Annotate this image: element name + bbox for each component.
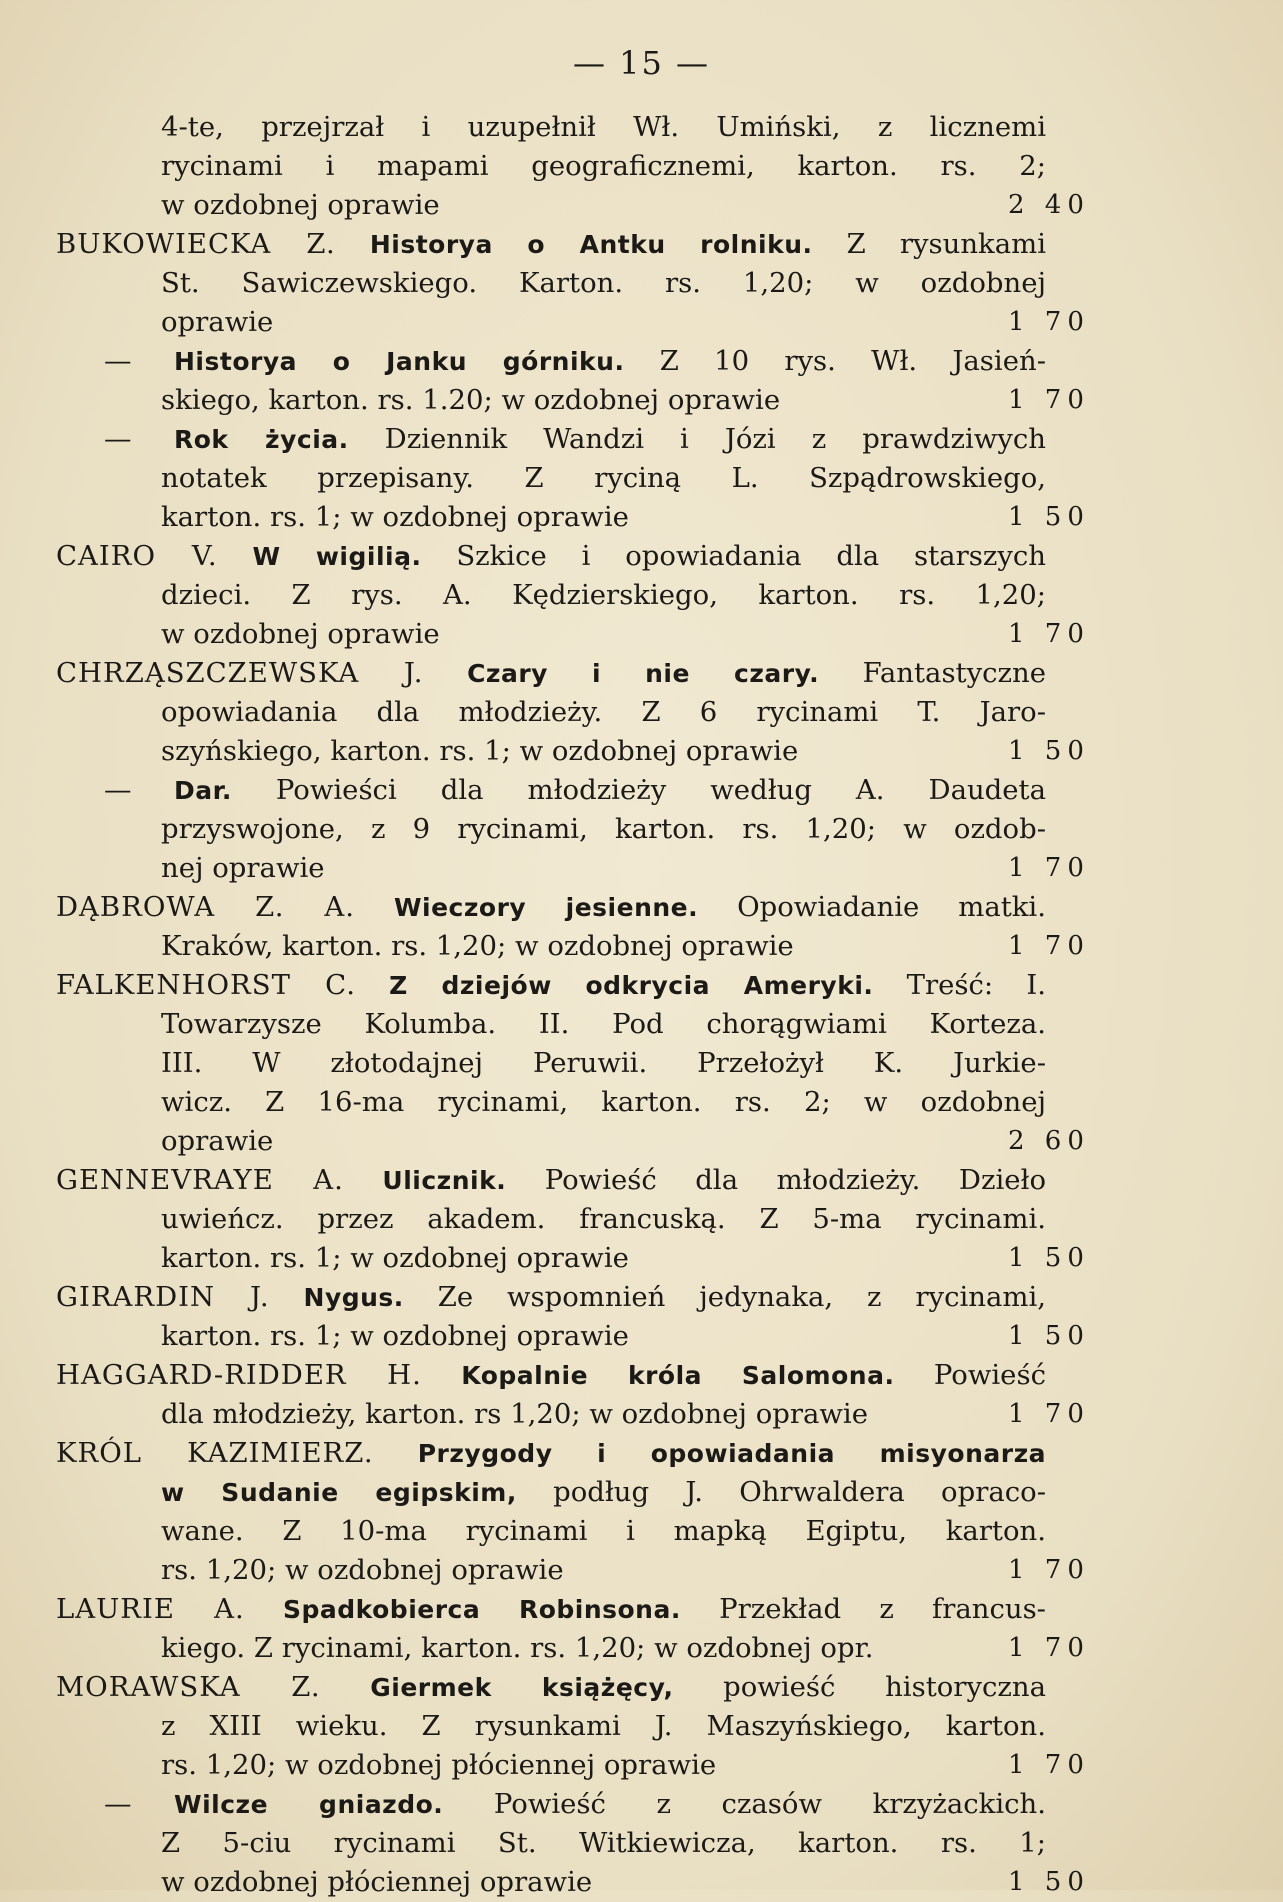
entry-text: uwieńcz. przez akadem. francuską. Z 5-ma rycinami. (161, 1203, 1046, 1235)
entry-line (56, 1278, 1046, 1317)
entry-title: Spadkobierca Robinsona. (283, 1595, 681, 1624)
catalog-entry (56, 537, 1090, 654)
entry-text: Opowiadanie matki. (737, 891, 1046, 923)
entry-text: Powieść (933, 1359, 1046, 1391)
entry-text: Z 5-ciu rycinami St. Witkiewicza, karton. rs. 1; (161, 1827, 1046, 1859)
entry-text: rycinami i mapami geograficznemi, karton. rs. 2; (161, 150, 1046, 182)
catalog-entry (56, 420, 1090, 537)
entry-text: Powieść dla młodzieży. Dzieło (544, 1164, 1047, 1196)
entry-price: 1 50 (1008, 1867, 1090, 1897)
catalog-list (56, 108, 1090, 1902)
entry-price: 1 70 (1008, 385, 1090, 415)
entry-line (56, 459, 1046, 498)
entry-line (56, 1083, 1046, 1122)
entry-text: przyswojone, z 9 rycinami, karton. rs. 1,20; w ozdob- (161, 813, 1046, 845)
entry-line (56, 1785, 1046, 1824)
entry-text: rs. 1,20; w ozdobnej oprawie (161, 1554, 564, 1586)
entry-text: skiego, karton. rs. 1.20; w ozdobnej oprawie (161, 384, 781, 416)
catalog-entry (56, 771, 1090, 888)
entry-text: Towarzysze Kolumba. II. Pod chorągwiami Korteza. (161, 1008, 1046, 1040)
entry-title: Wilcze gniazdo. (174, 1790, 444, 1819)
entry-line (56, 303, 1090, 342)
catalog-entry (56, 1434, 1090, 1590)
entry-text: karton. rs. 1; w ozdobnej oprawie (161, 1320, 629, 1352)
entry-text: podług J. Ohrwaldera opraco- (553, 1476, 1046, 1508)
entry-author: FALKENHORST C. (56, 969, 356, 1001)
entry-line (56, 537, 1046, 576)
entry-line (56, 849, 1090, 888)
entry-line (56, 1356, 1046, 1395)
entry-line (56, 1317, 1090, 1356)
entry-price: 1 50 (1008, 502, 1090, 532)
entry-line (56, 1668, 1046, 1707)
entry-text: w ozdobnej płóciennej oprawie (161, 1866, 593, 1898)
entry-title: Nygus. (303, 1283, 404, 1312)
entry-text: wane. Z 10-ma rycinami i mapką Egiptu, karton. (161, 1515, 1046, 1547)
entry-text: w ozdobnej oprawie (161, 189, 440, 221)
entry-price: 1 70 (1008, 1633, 1090, 1663)
entry-text: w ozdobnej oprawie (161, 618, 440, 650)
entry-author: DĄBROWA Z. A. (56, 891, 355, 923)
entry-author: KRÓL KAZIMIERZ. (56, 1437, 374, 1469)
entry-price: 1 50 (1008, 736, 1090, 766)
entry-line (56, 264, 1046, 303)
entry-text: St. Sawiczewskiego. Karton. rs. 1,20; w ozdobnej (161, 267, 1046, 299)
entry-line (56, 966, 1046, 1005)
entry-title: Kopalnie króla Salomona. (461, 1361, 895, 1390)
entry-text: Fantastyczne (862, 657, 1047, 689)
entry-line (56, 1824, 1046, 1863)
entry-text: III. W złotodajnej Peruwii. Przełożył K. Jurkie- (161, 1047, 1046, 1079)
ditto-dash: — (104, 1788, 132, 1820)
ditto-dash: — (104, 423, 132, 455)
entry-text: Przekład z francus- (719, 1593, 1046, 1625)
entry-line (56, 576, 1046, 615)
entry-text: dla młodzieży, karton. rs 1,20; w ozdobnej oprawie (161, 1398, 868, 1430)
entry-text: karton. rs. 1; w ozdobnej oprawie (161, 501, 629, 533)
entry-title: Dar. (174, 776, 232, 805)
entry-title: Z dziejów odkrycia Ameryki. (389, 971, 874, 1000)
entry-author: MORAWSKA Z. (56, 1671, 321, 1703)
entry-line (56, 1005, 1046, 1044)
entry-line (56, 1161, 1046, 1200)
entry-text: Z 10 rys. Wł. Jasień- (659, 345, 1046, 377)
entry-line (56, 771, 1046, 810)
catalog-entry (56, 342, 1090, 420)
entry-line (56, 147, 1046, 186)
entry-line (56, 1122, 1090, 1161)
entry-text: Szkice i opowiadania dla starszych (456, 540, 1046, 572)
entry-text: Powieść z czasów krzyżackich. (493, 1788, 1047, 1820)
entry-price: 1 70 (1008, 1750, 1090, 1780)
entry-line (56, 1239, 1090, 1278)
entry-text: Dziennik Wandzi i Józi z prawdziwych (384, 423, 1046, 455)
entry-author: BUKOWIECKA Z. (56, 228, 336, 260)
entry-line (56, 1863, 1090, 1902)
catalog-entry (56, 108, 1090, 225)
entry-line (56, 1395, 1090, 1434)
entry-author: GENNEVRAYE A. (56, 1164, 344, 1196)
ditto-dash: — (104, 345, 132, 377)
entry-line (56, 732, 1090, 771)
entry-line (56, 498, 1090, 537)
entry-text: wicz. Z 16-ma rycinami, karton. rs. 2; w ozdobnej (161, 1086, 1046, 1118)
entry-author: CAIRO V. (56, 540, 218, 572)
entry-text: dzieci. Z rys. A. Kędzierskiego, karton. rs. 1,20; (161, 579, 1046, 611)
entry-line (56, 1590, 1046, 1629)
catalog-entry (56, 888, 1090, 966)
entry-title: w Sudanie egipskim, (161, 1478, 517, 1507)
ditto-dash: — (104, 774, 132, 806)
entry-line (56, 420, 1046, 459)
entry-line (56, 1473, 1046, 1512)
entry-text: powieść historyczna (723, 1671, 1046, 1703)
entry-text: rs. 1,20; w ozdobnej płóciennej oprawie (161, 1749, 717, 1781)
catalog-entry (56, 1590, 1090, 1668)
entry-line (56, 615, 1090, 654)
entry-title: Historya o Janku górniku. (174, 347, 625, 376)
entry-line (56, 1434, 1046, 1473)
entry-title: Czary i nie czary. (467, 659, 820, 688)
entry-text: notatek przepisany. Z ryciną L. Szpądrowskiego, (161, 462, 1046, 494)
catalog-entry (56, 966, 1090, 1161)
entry-price: 1 70 (1008, 1399, 1090, 1429)
catalog-entry (56, 1785, 1090, 1902)
page-number: — 15 — (572, 44, 711, 82)
entry-price: 2 40 (1008, 190, 1090, 220)
catalog-entry (56, 225, 1090, 342)
entry-line (56, 186, 1090, 225)
entry-text: Kraków, karton. rs. 1,20; w ozdobnej oprawie (161, 930, 794, 962)
entry-text: Powieści dla młodzieży według A. Daudeta (275, 774, 1046, 806)
entry-title: Ulicznik. (382, 1166, 507, 1195)
entry-line (56, 342, 1046, 381)
catalog-entry (56, 1161, 1090, 1278)
entry-title: Historya o Antku rolniku. (369, 230, 813, 259)
entry-text: 4-te, przejrzał i uzupełnił Wł. Umiński, z licznemi (161, 111, 1046, 143)
entry-price: 2 60 (1008, 1126, 1090, 1156)
entry-text: opowiadania dla młodzieży. Z 6 rycinami T. Jaro- (161, 696, 1046, 728)
entry-price: 1 50 (1008, 1321, 1090, 1351)
entry-line (56, 1746, 1090, 1785)
catalog-entry (56, 654, 1090, 771)
entry-price: 1 70 (1008, 1555, 1090, 1585)
entry-line (56, 381, 1090, 420)
entry-text: karton. rs. 1; w ozdobnej oprawie (161, 1242, 629, 1274)
entry-author: CHRZĄSZCZEWSKA J. (56, 657, 424, 689)
entry-author: LAURIE A. (56, 1593, 245, 1625)
entry-price: 1 70 (1008, 619, 1090, 649)
entry-line (56, 693, 1046, 732)
entry-text: z XIII wieku. Z rysunkami J. Maszyńskiego, karton. (161, 1710, 1046, 1742)
entry-text: Z rysunkami (846, 228, 1046, 260)
entry-line (56, 810, 1046, 849)
entry-text: Treść: I. (906, 969, 1047, 1001)
entry-line (56, 888, 1046, 927)
entry-title: W wigilią. (252, 542, 422, 571)
entry-line (56, 108, 1046, 147)
entry-price: 1 70 (1008, 853, 1090, 883)
entry-price: 1 70 (1008, 931, 1090, 961)
entry-text: Ze wspomnień jedynaka, z rycinami, (437, 1281, 1046, 1313)
entry-line (56, 654, 1046, 693)
entry-text: oprawie (161, 1125, 274, 1157)
entry-price: 1 50 (1008, 1243, 1090, 1273)
entry-author: HAGGARD-RIDDER H. (56, 1359, 422, 1391)
catalog-entry (56, 1356, 1090, 1434)
entry-line (56, 1707, 1046, 1746)
entry-title: Rok życia. (174, 425, 349, 454)
entry-line (56, 927, 1090, 966)
entry-text: oprawie (161, 306, 274, 338)
entry-line (56, 225, 1046, 264)
catalog-entry (56, 1668, 1090, 1785)
entry-title: Przygody i opowiadania misyonarza (417, 1439, 1046, 1468)
entry-text: nej oprawie (161, 852, 325, 884)
entry-author: GIRARDIN J. (56, 1281, 270, 1313)
catalog-entry (56, 1278, 1090, 1356)
entry-text: kiego. Z rycinami, karton. rs. 1,20; w ozdobnej opr. (161, 1632, 874, 1664)
entry-line (56, 1512, 1046, 1551)
entry-price: 1 70 (1008, 307, 1090, 337)
entry-text: szyńskiego, karton. rs. 1; w ozdobnej oprawie (161, 735, 799, 767)
entry-line (56, 1629, 1090, 1668)
entry-line (56, 1044, 1046, 1083)
entry-title: Giermek książęcy, (370, 1673, 674, 1702)
entry-title: Wieczory jesienne. (393, 893, 699, 922)
entry-line (56, 1551, 1090, 1590)
entry-line (56, 1200, 1046, 1239)
